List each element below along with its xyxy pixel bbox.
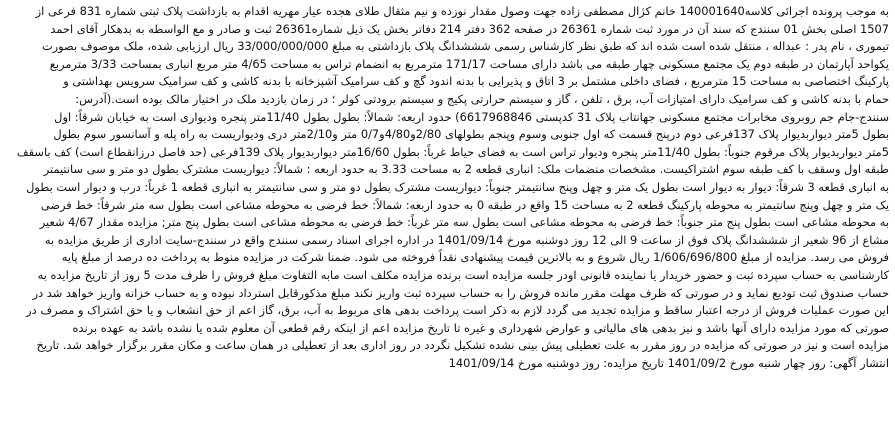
notice-line: سنندج-جام جم روبروی مخابرات مجتمع مسکونی جهانتاب پلاک 31 کدپستی 6617968846) حدود اربعه: شمالاً: بطول بطول 11/40متر پنجره ودیواری است به خیابان شرقاً: اول xyxy=(54,109,889,124)
notice-line: یکواحد آپارتمان در طبقه دوم یک مجتمع مسکونی چهار طبقه می باشد دارای مساحت 171/17 مترمربع به انضمام تراس به مساحت 4/65 متر مربع انباری بمساحت 3/33 مترمربع xyxy=(49,56,889,71)
notice-line: 1507 اصلی بخش 01 سنندج که سند آن در مورد ثبت شماره 26361 در صفحه 362 دفتر 214 دفاتر بخش یک ذیل شماره26361 ثبت و صادر و مع الواسطه به بدهکار آقای احمد xyxy=(50,21,889,36)
notice-line: یک متر و چهل وپنج سانتیمتر به محوطه پارکینگ قطعه 2 به مساحت 15 واقع در طبقه 0 به حدود اربعه: شمالاً: خط فرضی به محوطه مشاعی است بطول سه متر شرقاً: خط فرضی xyxy=(40,197,889,212)
notice-line: مشاع از 96 شعیر از شششدانگ پلاک فوق از ساعت 9 الی 12 روز دوشنبه مورخ 1401/09/14 در اداره اجرای اسناد رسمی سنندج واقع در سنندج-سایت اداری از طریق مزایده به xyxy=(44,232,889,247)
notice-line: 5متر دیواربدیوار پلاک مرقوم جنوباً: بطول 11/40متر پنجره ودیوار تراس است به فضای حیاط غرباً: بطول 16/60متر دیواربدیوار پلاک 139فرعی (حد فاصل درزانقطاع است) کف باسقف xyxy=(16,144,889,159)
notice-line: طبقه اول وسقف با کف طبقه سوم اشتراکیست. مشخصات منضمات ملک: انباری قطعه 2 به مساحت 3.33 به حدود اربعه : شمالاً: دیواریست مشترک بطول دو متر و سی سانتیمتر xyxy=(43,162,889,177)
notice-line: بطول 5متر دیواربدیوار پلاک 137فرعی دوم درپنج قسمت که اول جنوبی وسوم وپنجم بطولهای 2/80و4/80و0/7 متر و2/10متر دری ودیواریست به راه پله و آسانسور سوم بطول xyxy=(53,127,889,142)
notice-line: انتشار آگهی: روز چهار شنبه مورخ 1401/09/2 تاریخ مزایده: روز دوشنبه مورخ 1401/09/14 xyxy=(448,355,889,370)
notice-line: به محوطه مشاعی است بطول پنج متر جنوباً: خط فرضی به محوطه مشاعی است بطول سه متر غرباً: خط فرضی به محوطه مشاعی است بطول پنج متر; مزایده مقدار 4/67 شعیر xyxy=(39,215,889,230)
notice-line: حساب صندوق ثبت تودیع نماید و در صورتی که ظرف مهلت مقرر مانده فروش را به حساب سپرده ثبت واریز نکند مبلغ مذکورقابل استرداد نبوده و به حساب خزانه واریز خواهد شد در xyxy=(32,285,889,300)
notice-line: به موجب پرونده اجرائی کلاسه140001640 خانم کژال مصطفی زاده جهت وصول مقدار نوزده و نیم مثقال طلای هجده عیار مهریه اقدام به بازداشت پلاک ثبتی شماره 831 فرعی از xyxy=(35,4,889,18)
notice-line: صورتی که مورد مزایده دارای آنها باشد و نیز بدهی های مالیاتی و عوارض شهرداری و غیره تا تاریخ مزایده اعم از اینکه رقم قطعی آن معلوم شده یا نشده باشد به عهده برنده xyxy=(72,320,889,335)
notice-line: به انباری قطعه 3 شرقاً: دیوار به دیوار است بطول یک متر و چهل وپنج سانتیمتر جنوباً: دیواریست مشترک بطول دو متر و سی سانتیمتر به انباری قطعه 1 غرباً: درب و دیوار است بطول xyxy=(26,179,889,194)
notice-line: کارشناسی به حساب سپرده ثبت و حضور خریدار یا نماینده قانونی اودر جلسه مزایده است برنده مزایده مکلف است مابه التفاوت مبلغ فروش را ظرف مدت 5 روز از تاریخ مزایده به xyxy=(37,267,889,282)
notice-line: این صورت عملیات فروش از درجه اعتبار ساقط و مزایده تجدید می گردد لازم به ذکر است پرداخت بدهی های مربوط به آب، برق، گاز اعم از حق انشعاب و یا حق اشتراک و مصرف در xyxy=(26,303,889,318)
notice-line: مزایده است و نیز در صورتی که مزایده در روز مقرر به علت تعطیلی پیش بینی نشده تشکیل نگردد در روز اداری بعد از تعطیلی در همان ساعت و مکان مقرر برگزار خواهد شد. تاریخ xyxy=(36,338,889,353)
notice-line: حمام با بدنه کاشی و کف سرامیک دارای امتیازات آب، برق ، تلفن ، گاز و سیستم حرارتی پکیج و سیستم برودتی کولر ؛ در زمان بازدید ملک در اختیار مالک بوده است.(آدرس: xyxy=(75,91,889,106)
notice-line: فروش می رسد. مزایده از مبلغ 1/606/696/800 ریال شروع و به بالاترین قیمت پیشنهادی نقداً فروخته می شود. ضمنا شرکت در مزایده منوط به پرداخت ده درصد از مبلغ پایه xyxy=(61,250,889,265)
notice-line: پارکینگ اختصاصی به مساحت 15 مترمربع ، فضای داخلی مشتمل بر 3 اتاق و پذیرایی با بدنه اندود گچ و کف سرامیک آشپزخانه با بدنه کاشی و کف سرامیک سرویس بهداشتی و xyxy=(63,74,889,89)
notice-line: تیموری ، نام پدر : عبداله ، منتقل شده است شده اند که طبق نظر کارشناس رسمی شششدانگ پلاک بازداشتی به مبلغ 33/000/000/000 ریال ارزیابی شده، ملک موصوف بصورت xyxy=(41,39,889,54)
